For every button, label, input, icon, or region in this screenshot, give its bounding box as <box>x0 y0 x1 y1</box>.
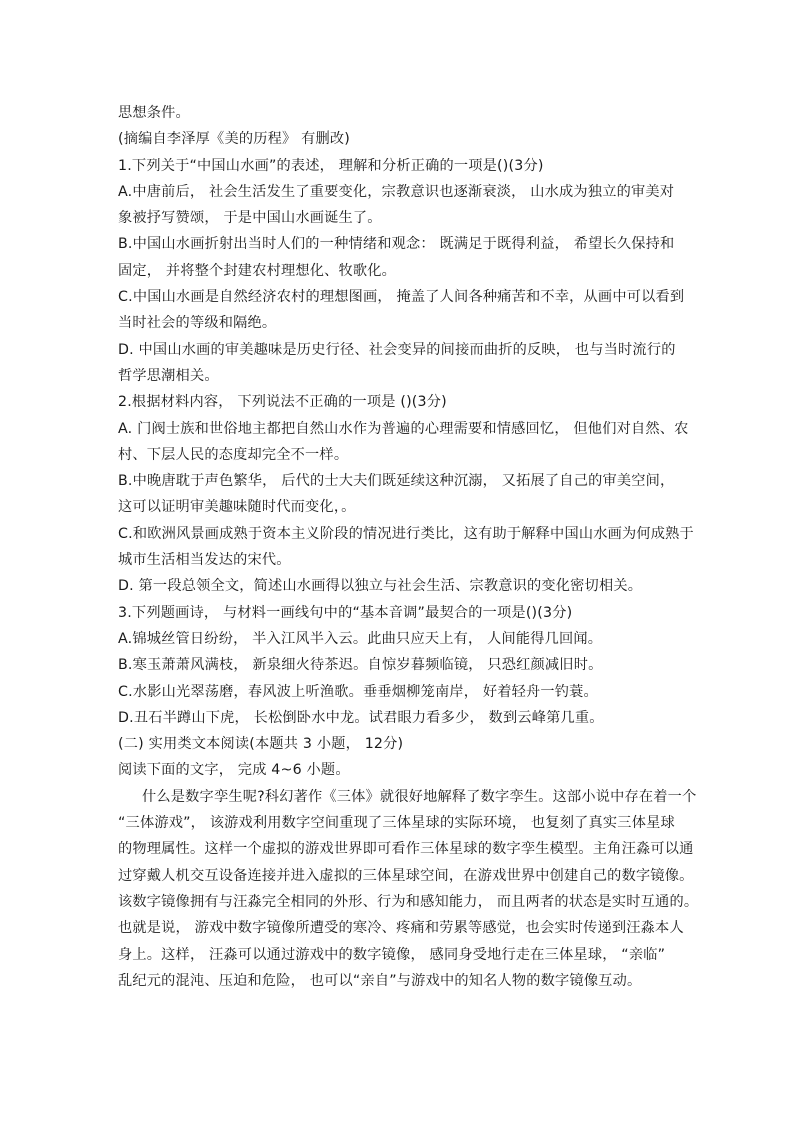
question-2-option-d: D. 第一段总领全文，简述山水画得以独立与社会生活、宗教意识的变化密切相关。 <box>118 578 643 595</box>
question-1-option-c-cont: 当时社会的等级和隔绝。 <box>118 315 277 332</box>
question-2-option-c: C.和欧洲风景画成熟于资本主义阶段的情况进行类比，这有助于解释中国山水画为何成熟于 <box>118 525 694 542</box>
paragraph-line: 过穿戴人机交互设备连接并进入虚拟的三体星球空间，在游戏世界中创建自己的数字镜像。 <box>118 867 694 884</box>
question-1-option-a-cont: 象被抒写赞颂， 于是中国山水画诞生了。 <box>118 210 382 227</box>
question-1-option-d: D. 中国山水画的审美趣味是历史行径、社会变异的间接而曲折的反映， 也与当时流行的 <box>118 341 676 358</box>
question-2-option-b: B.中晚唐耽于声色繁华， 后代的士大夫们既延续这种沉溺， 又拓展了自己的审美空间， <box>118 473 675 490</box>
question-1-option-c: C.中国山水画是自然经济农村的理想图画， 掩盖了人间各种痛苦和不幸，从画中可以看到 <box>118 289 685 306</box>
question-1: 1.下列关于“中国山水画”的表述， 理解和分析正确的一项是()(3分) <box>118 157 544 174</box>
question-2: 2.根据材料内容， 下列说法不正确的一项是 ()(3分) <box>118 394 447 411</box>
question-3-option-d: D.丑石半蹲山下虎， 长松倒卧水中龙。试君眼力看多少， 数到云峰第几重。 <box>118 709 604 726</box>
question-1-option-b-cont: 固定， 并将整个封建农村理想化、牧歌化。 <box>118 262 397 279</box>
question-1-option-d-cont: 哲学思潮相关。 <box>118 367 219 384</box>
text-line: 思想条件。 <box>118 105 190 121</box>
section-heading: (二) 实用类文本阅读(本题共 3 小题， 12分) <box>118 736 404 753</box>
question-2-option-b-cont: 这可以证明审美趣味随时代而变化，。 <box>118 499 356 516</box>
paragraph-line: 也就是说， 游戏中数字镜像所遭受的寒冷、疼痛和劳累等感觉，也会实时传递到汪淼本人 <box>118 920 684 937</box>
paragraph-line: 的物理属性。这样一个虚拟的游戏世界即可看作三体星球的数字孪生模型。主角汪淼可以通 <box>118 841 694 858</box>
paragraph-line: 什么是数字孪生呢?科幻著作《三体》就很好地解释了数字孪生。这部小说中存在着一个 <box>142 788 697 805</box>
question-3: 3.下列题画诗， 与材料一画线句中的“基本音调”最契合的一项是()(3分) <box>118 604 573 621</box>
question-1-option-a: A.中唐前后， 社会生活发生了重要变化，宗教意识也逐渐衰淡， 山水成为独立的审美对 <box>118 183 675 200</box>
question-2-option-a-cont: 村、下层人民的态度却完全不一样。 <box>118 446 349 463</box>
question-2-option-a: A. 门阀士族和世俗地主都把自然山水作为普遍的心理需要和情感回忆， 但他们对自然、农 <box>118 420 689 437</box>
question-3-option-b: B.寒玉萧萧风满枝， 新泉细火待茶迟。自惊岁暮频临镜， 只恐红颜减旧时。 <box>118 657 603 674</box>
source-citation: (摘编自李泽厚《美的历程》 有删改) <box>118 131 350 148</box>
question-2-option-c-cont: 城市生活相当发达的宋代。 <box>118 552 291 569</box>
paragraph-line: 该数字镜像拥有与汪淼完全相同的外形、行为和感知能力， 而且两者的状态是实时互通的。 <box>118 893 699 910</box>
question-1-option-b: B.中国山水画折射出当时人们的一种情绪和观念： 既满足于既得利益， 希望长久保持和 <box>118 236 675 253</box>
paragraph-line: 乱纪元的混沌、压迫和危险， 也可以“亲自”与游戏中的知名人物的数字镜像互动。 <box>118 972 642 989</box>
paragraph-line: 身上。这样， 汪淼可以通过游戏中的数字镜像， 感同身受地行走在三体星球， “亲临” <box>118 946 666 963</box>
question-3-option-a: A.锦城丝管日纷纷， 半入江风半入云。此曲只应天上有， 人间能得几回闻。 <box>118 630 603 647</box>
document-text <box>118 100 699 994</box>
paragraph-line: “三体游戏”， 该游戏利用数字空间重现了三体星球的实际环境， 也复刻了真实三体星球 <box>118 815 675 832</box>
reading-instruction: 阅读下面的文字， 完成 4~6 小题。 <box>118 762 350 779</box>
question-3-option-c: C.水影山光翠荡磨，春风波上听渔歌。垂垂烟柳笼南岸， 好着轻舟一钓蓑。 <box>118 683 598 700</box>
